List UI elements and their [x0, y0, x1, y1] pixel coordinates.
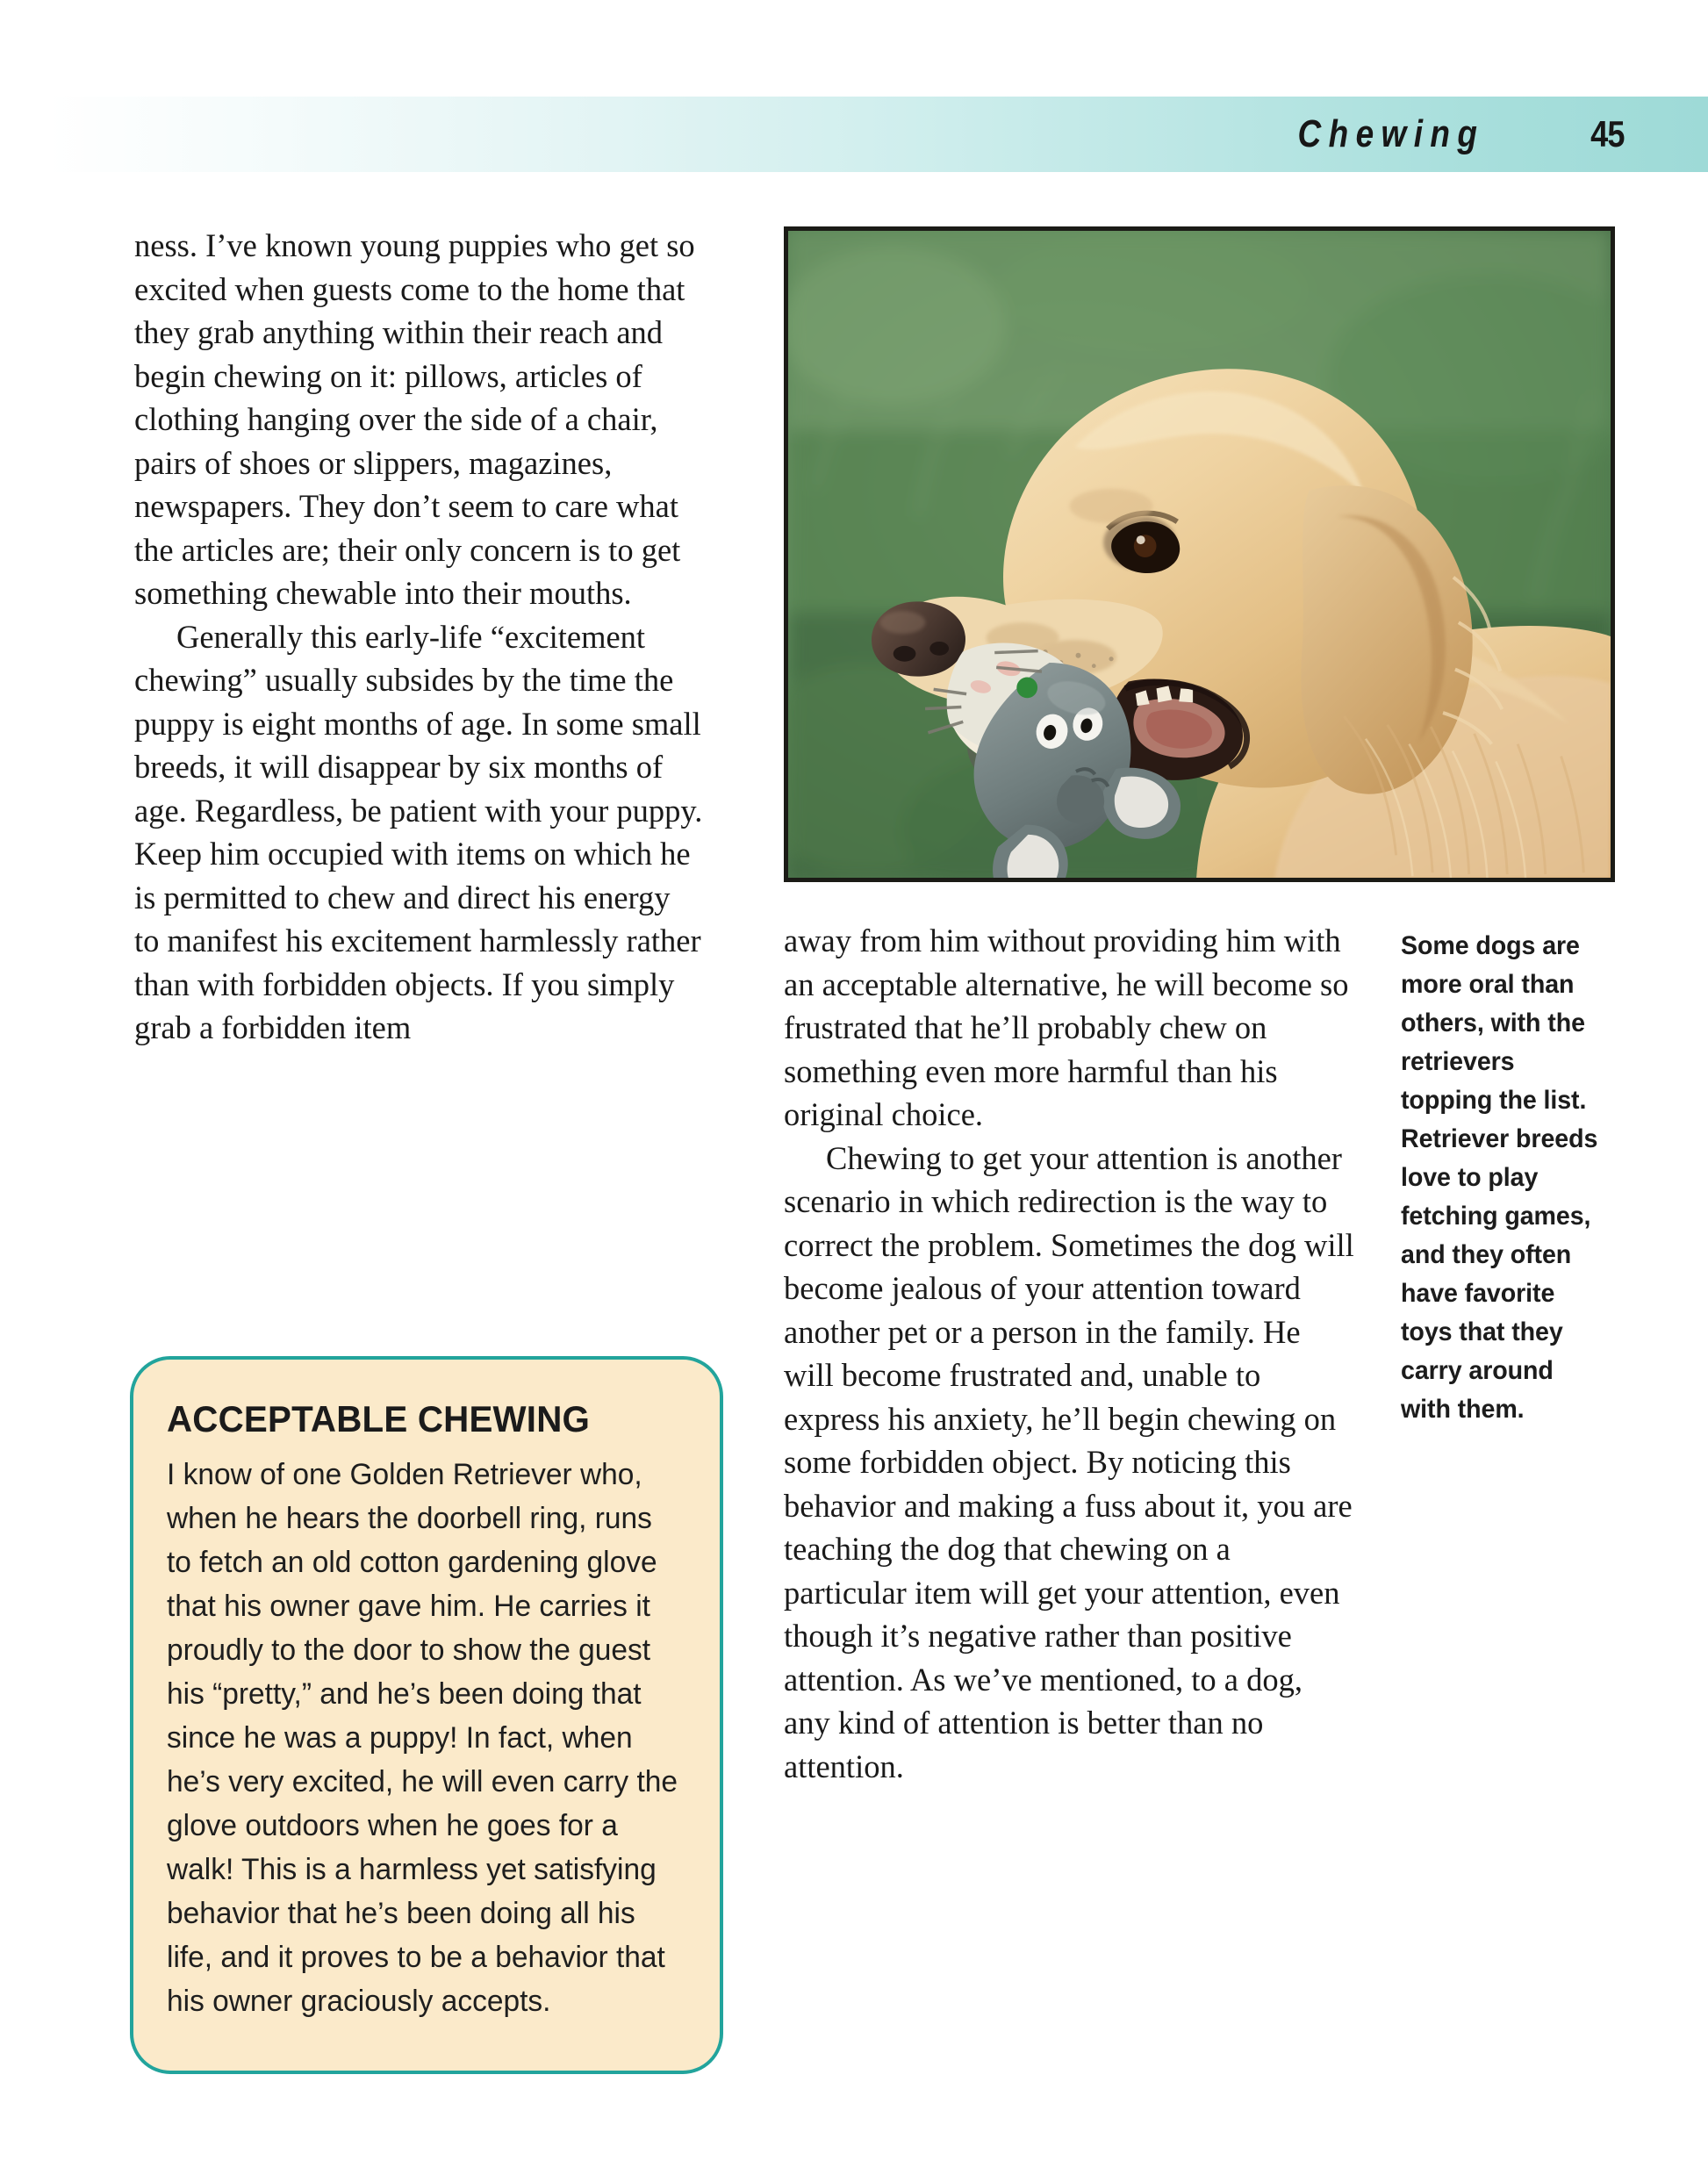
paragraph: away from him without providing him with an acceptable alternative, he will become so frustrated that he’ll probably chew on something even more harmful than his original choice. [784, 922, 1349, 1132]
acceptable-chewing-callout [130, 1356, 723, 2074]
body-column-left [134, 224, 703, 1050]
paragraph: Generally this early-life “excitement chewing” usually subsides by the time the puppy is eight months of age. In some small breeds, it will disappear by six months of age. Regardless, be patient with your puppy. Keep him occupied with items on which he is permitted to chew and direct his energy to manifest his excitement harmlessly rather than with forbidden objects. If you simply grab a forbidden item [134, 618, 703, 1045]
callout-title: ACCEPTABLE CHEWING [167, 1398, 591, 1439]
paragraph: Chewing to get your attention is another scenario in which redirection is the way to correct the problem. Sometimes the dog will become jealous of your attention toward another pet or a person in the family. He will become frustrated and, unable to express his anxiety, he’ll begin chewing on some forbidden object. By noticing this behavior and making a fuss about it, you are teaching the dog that chewing on a particular item will get your attention, even though it’s negative rather than positive attention. As we’ve mentioned, to a dog, any kind of attention is better than no attention. [784, 1139, 1354, 1784]
callout-body: I know of one Golden Retriever who, when he hears the doorbell ring, runs to fetch an old cotton gardening glove that his owner gave him. He carries it proudly to the door to show the guest his “pretty,” and he’s been doing that since he was a puppy! In fact, when he’s very excited, he will even carry the glove outdoors when he goes for a walk! This is a harmless yet satisfying behavior that he’s been doing all his life, and it proves to be a behavior that his owner graciously accepts. [167, 1458, 678, 2018]
dog-photo [784, 226, 1615, 882]
dog-photo-illustration [788, 231, 1611, 878]
chapter-title: Chewing [1297, 112, 1485, 155]
paragraph: ness. I’ve known young puppies who get so excited when guests come to the home that they grab anything within their reach and begin chewing on it: pillows, articles of clothing hanging over the side of a chair, pairs of shoes or slippers, magazines, newspapers. They don’t seem to care what the articles are; their only concern is to get something chewable into their mouths. [134, 227, 695, 611]
running-head [48, 97, 1708, 172]
margin-note: Some dogs are more oral than others, with the retrievers topping the list. Retriever breeds love to play fetching games, and they often have favorite toys that they carry around with them. [1401, 931, 1598, 1424]
page-number: 45 [1590, 113, 1625, 154]
body-column-middle [784, 919, 1356, 1788]
